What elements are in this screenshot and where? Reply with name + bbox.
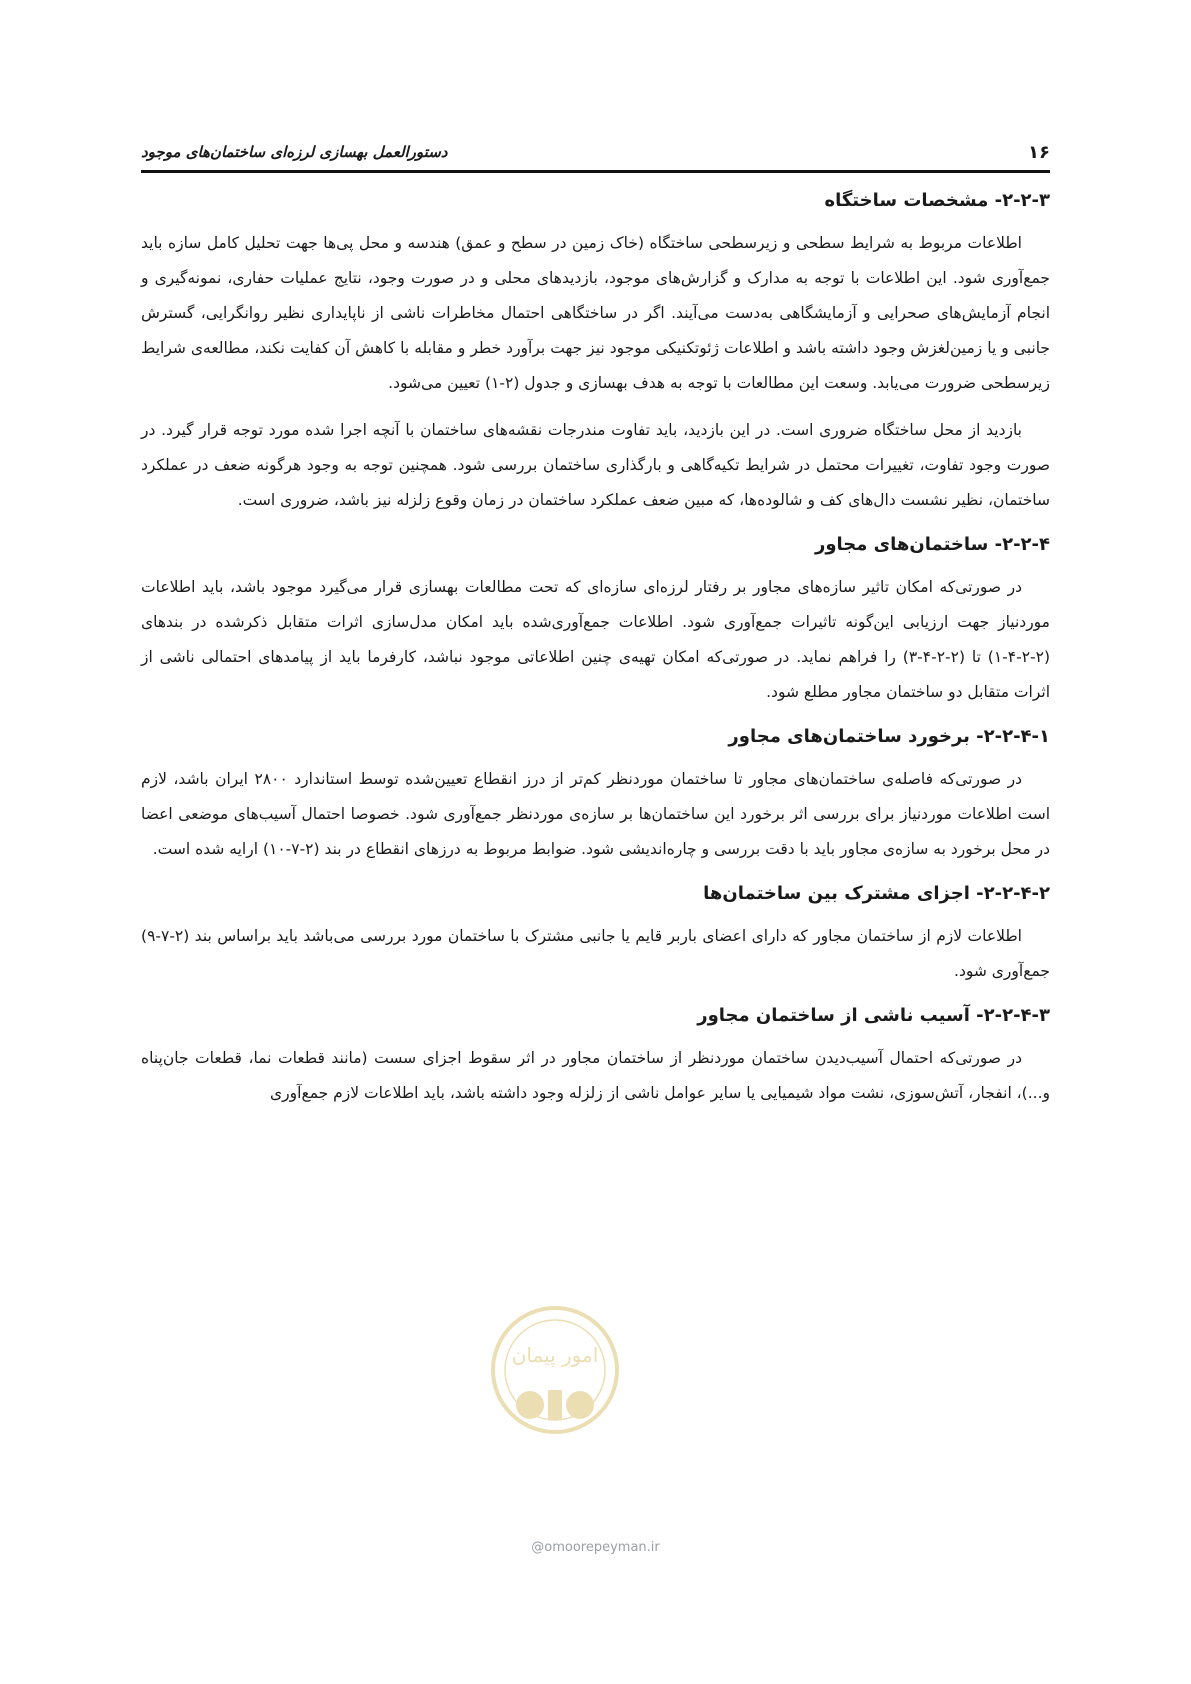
section-adjacent-damage (141, 1001, 1050, 1111)
page-body (141, 186, 1050, 1123)
section-building-pounding (141, 722, 1050, 867)
section-adjacent-buildings (141, 530, 1050, 710)
page-header (141, 134, 1050, 173)
section-heading: ۲-۲-۴-۱- برخورد ساختمان‌های مجاور (728, 726, 1050, 747)
watermark-text: امور پیمان (511, 1343, 599, 1367)
section-heading: ۲-۲-۴-۳- آسیب ناشی از ساختمان مجاور (697, 1005, 1050, 1026)
section-site-characteristics (141, 186, 1050, 518)
paragraph: بازدید از محل ساختگاه ضروری است. در این بازدید، باید تفاوت مندرجات نقشه‌های ساختمان با آنچه اجرا شده مورد توجه قرار گیرد. در صورت وجود تفاوت، تغییرات محتمل در شرایط تکیه‌گاهی و بارگذاری ساختمان بررسی شود. همچنین توجه به وجود هرگونه ضعف در عملکرد ساختمان، نظیر نشست دال‌های کف و شالوده‌ها، که مبین ضعف عملکرد ساختمان در زمان وقوع زلزله نیز باشد، ضروری است. (141, 421, 1050, 509)
page-number: ۱۶ (1028, 141, 1050, 163)
running-title: دستورالعمل بهسازی لرزه‌ای ساختمان‌های موجود (141, 143, 448, 161)
paragraph: در صورتی‌که احتمال آسیب‌دیدن ساختمان موردنظر از ساختمان مجاور در اثر سقوط اجزای سست (مانند قطعات نما، قطعات جان‌پناه و...)، انفجار، آتش‌سوزی، نشت مواد شیمیایی یا سایر عوامل ناشی از زلزله وجود داشته باشد، باید اطلاعات لازم جمع‌آوری (141, 1049, 1050, 1102)
paragraph: در صورتی‌که امکان تاثیر سازه‌های مجاور بر رفتار لرزه‌ای سازه‌ای که تحت مطالعات بهسازی قرار می‌گیرد موجود باشد، باید اطلاعات موردنیاز جهت ارزیابی این‌گونه تاثیرات جمع‌آوری شود. اطلاعات جمع‌آوری‌شده باید امکان مدل‌سازی اثرات متقابل ذکرشده در بندهای (۲-۲-۴-۱) تا (۲-۲-۴-۳) را فراهم نماید. در صورتی‌که امکان تهیه‌ی چنین اطلاعاتی موجود نباشد، کارفرما باید از پیامدهای احتمالی ناشی از اثرات متقابل دو ساختمان مجاور مطلع شود. (141, 578, 1050, 701)
section-heading: ۲-۲-۳- مشخصات ساختگاه (824, 190, 1050, 211)
section-shared-elements (141, 879, 1050, 989)
watermark-logo (470, 1300, 640, 1450)
watermark-url: @omoorepeyman.ir (531, 1540, 660, 1555)
paragraph: در صورتی‌که فاصله‌ی ساختمان‌های مجاور تا ساختمان موردنظر کم‌تر از درز انقطاع تعیین‌شده توسط استاندارد ۲۸۰۰ ایران باشد، لازم است اطلاعات موردنیاز برای بررسی اثر برخورد این ساختمان‌ها بر سازه‌ی موردنظر جمع‌آوری شود. خصوصا احتمال آسیب‌های موضعی اعضا در محل برخورد به سازه‌ی مجاور باید با دقت بررسی و چاره‌اندیشی شود. ضوابط مربوط به درزهای انقطاع در بند (۲-۷-۱۰) ارایه شده است. (141, 770, 1050, 858)
section-heading: ۲-۲-۴-۲- اجزای مشترک بین ساختمان‌ها (703, 883, 1050, 904)
section-heading: ۲-۲-۴- ساختمان‌های مجاور (814, 534, 1050, 555)
paragraph: اطلاعات لازم از ساختمان مجاور که دارای اعضای باربر قایم یا جانبی مشترک با ساختمان مورد بررسی می‌باشد باید براساس بند (۲-۷-۹) جمع‌آوری شود. (141, 927, 1050, 980)
paragraph: اطلاعات مربوط به شرایط سطحی و زیرسطحی ساختگاه (خاک زمین در سطح و عمق) هندسه و محل پی‌ها جهت تحلیل کامل سازه باید جمع‌آوری شود. این اطلاعات با توجه به مدارک و گزارش‌های موجود، بازدیدهای محلی و در صورت وجود، نتایج عملیات حفاری، نمونه‌گیری و انجام آزمایش‌های صحرایی و آزمایشگاهی به‌دست می‌آیند. اگر در ساختگاهی احتمال مخاطرات ناشی از ناپایداری نظیر روانگرایی، گسترش جانبی و یا زمین‌لغزش وجود داشته باشد و اطلاعات ژئوتکنیکی موجود نیز جهت برآورد خطر و مقابله با کاهش آن کفایت نکند، مطالعه‌ی شرایط زیرسطحی ضرورت می‌یابد. وسعت این مطالعات با توجه به هدف بهسازی و جدول (۲-۱) تعیین می‌شود. (141, 234, 1050, 392)
